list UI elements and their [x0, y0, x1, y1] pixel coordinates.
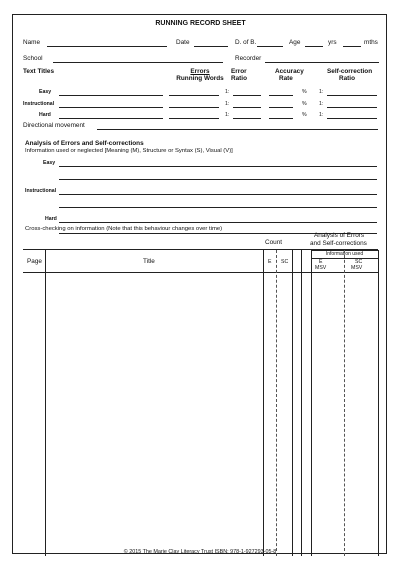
analysis-instructional-line-1[interactable]	[59, 194, 377, 195]
sheet-title: RUNNING RECORD SHEET	[155, 20, 246, 27]
hard-accuracy-line[interactable]	[269, 118, 293, 119]
running-record-table	[23, 249, 378, 556]
easy-errors-line[interactable]	[169, 95, 219, 96]
directional-movement-label: Directional movement	[23, 122, 85, 129]
e-msv-header-e: E	[319, 259, 323, 265]
count-header: Count	[265, 239, 283, 246]
hard-error-ratio-prefix: 1:	[225, 112, 230, 118]
accuracy-header: Accuracy	[275, 68, 304, 75]
rate-header: Rate	[279, 75, 293, 82]
school-label: School	[23, 55, 43, 62]
directional-movement-line[interactable]	[97, 129, 378, 130]
age-months-line[interactable]	[343, 46, 361, 47]
analysis-subheading: Information used or neglected [Meaning (M), Structure or Syntax (S), Visual (V)]	[25, 148, 233, 154]
instructional-percent: %	[302, 101, 307, 107]
text-titles-header: Text Titles	[23, 68, 55, 75]
instructional-error-ratio-line[interactable]	[233, 107, 261, 108]
school-line[interactable]	[53, 62, 223, 63]
table-body[interactable]	[23, 273, 378, 556]
instructional-sc-ratio-line[interactable]	[327, 107, 377, 108]
sc-msv-header-msv: MSV	[351, 265, 363, 271]
error-ratio-header: Ratio	[231, 75, 247, 82]
easy-error-ratio-line[interactable]	[233, 95, 261, 96]
analysis-easy-line-1[interactable]	[59, 166, 377, 167]
e-msv-header-msv: MSV	[315, 265, 327, 271]
hard-title-line[interactable]	[59, 118, 163, 119]
running-record-sheet	[12, 14, 387, 554]
self-correction-header: Self-correction	[327, 68, 373, 75]
sc-ratio-header: Ratio	[339, 75, 355, 82]
running-words-header: Running Words	[176, 75, 224, 82]
analysis-level-easy: Easy	[43, 160, 56, 166]
dob-line[interactable]	[257, 46, 283, 47]
analysis-level-hard: Hard	[45, 216, 57, 222]
level-easy: Easy	[39, 89, 52, 95]
yrs-label: yrs	[328, 39, 337, 46]
page-column-header: Page	[27, 258, 42, 265]
dob-label: D. of B.	[235, 39, 257, 46]
instructional-accuracy-line[interactable]	[269, 107, 293, 108]
hard-sc-ratio-line[interactable]	[327, 118, 377, 119]
instructional-errors-line[interactable]	[169, 107, 219, 108]
analysis-table-header-2: and Self-corrections	[310, 240, 367, 247]
age-years-line[interactable]	[305, 46, 323, 47]
analysis-level-instructional: Instructional	[25, 188, 57, 194]
sc-column-header: SC	[281, 259, 289, 265]
easy-title-line[interactable]	[59, 95, 163, 96]
recorder-label: Recorder	[235, 55, 262, 62]
name-label: Name	[23, 39, 41, 46]
footer-copyright: © 2015 The Marie Clay Literacy Trust ISBN: 978-1-927293-05-8	[123, 549, 277, 555]
age-label: Age	[289, 39, 301, 46]
analysis-table-header-1: Analysis of Errors	[314, 232, 365, 239]
mths-label: mths	[364, 39, 378, 46]
hard-sc-ratio-prefix: 1:	[319, 112, 324, 118]
error-header: Error	[231, 68, 247, 75]
name-line[interactable]	[47, 46, 167, 47]
hard-percent: %	[302, 112, 307, 118]
easy-sc-ratio-prefix: 1:	[319, 89, 324, 95]
analysis-hard-line-1[interactable]	[59, 222, 377, 223]
hard-errors-line[interactable]	[169, 118, 219, 119]
date-line[interactable]	[194, 46, 228, 47]
easy-percent: %	[302, 89, 307, 95]
hard-error-ratio-line[interactable]	[233, 118, 261, 119]
title-column-header: Title	[143, 258, 155, 265]
date-label: Date	[176, 39, 190, 46]
cross-checking-note: Cross-checking on information (Note that this behaviour changes over time)	[25, 226, 223, 232]
sc-msv-header-sc: SC	[355, 259, 363, 265]
instructional-sc-ratio-prefix: 1:	[319, 101, 324, 107]
info-used-label: Information used	[325, 251, 364, 257]
easy-accuracy-line[interactable]	[269, 95, 293, 96]
instructional-title-line[interactable]	[59, 107, 163, 108]
recorder-line[interactable]	[265, 62, 379, 63]
analysis-instructional-line-2[interactable]	[59, 207, 377, 208]
easy-error-ratio-prefix: 1:	[225, 89, 230, 95]
level-hard: Hard	[39, 112, 51, 118]
analysis-heading: Analysis of Errors and Self-corrections	[25, 140, 144, 147]
table-right-border	[378, 250, 379, 556]
errors-header: Errors	[190, 68, 210, 75]
easy-sc-ratio-line[interactable]	[327, 95, 377, 96]
instructional-error-ratio-prefix: 1:	[225, 101, 230, 107]
analysis-easy-line-2[interactable]	[59, 179, 377, 180]
e-column-header: E	[268, 259, 272, 265]
level-instructional: Instructional	[23, 101, 55, 107]
